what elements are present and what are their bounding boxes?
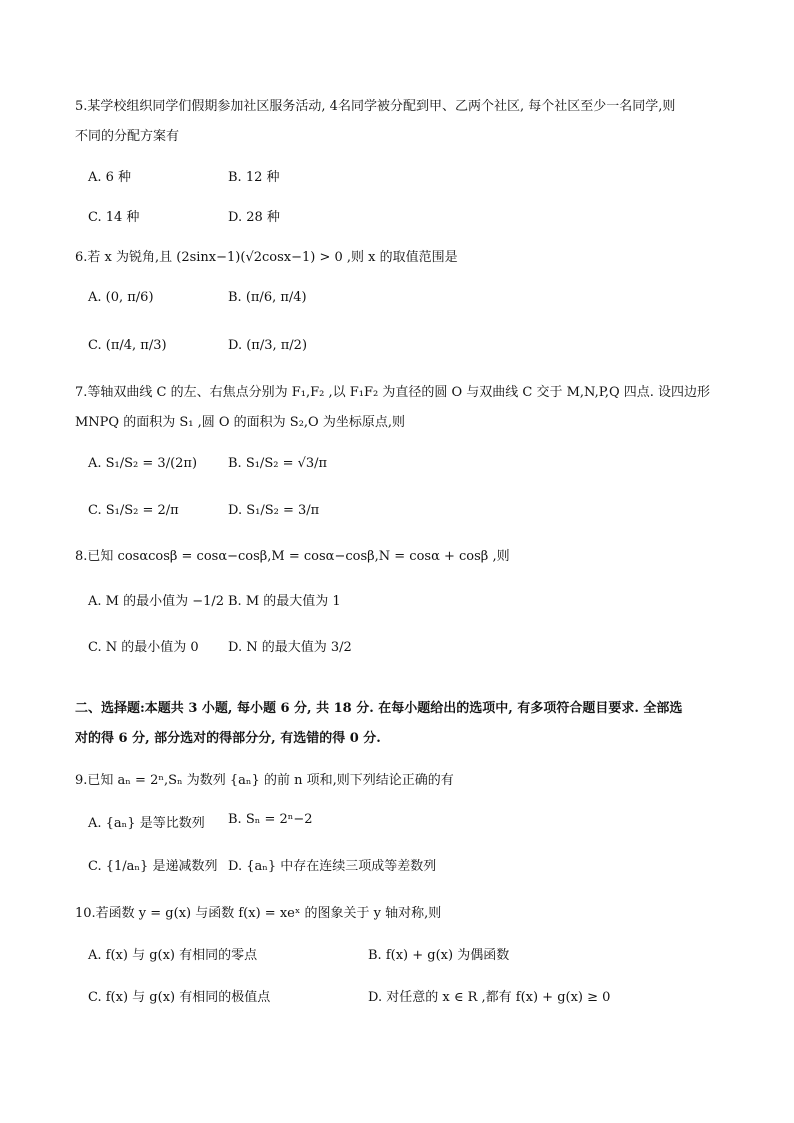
q6-option-d: D. (π/3, π/2)	[228, 338, 308, 353]
q9-option-d: D. {aₙ} 中存在连续三项成等差数列	[228, 859, 437, 874]
q9-option-b: B. Sₙ = 2ⁿ−2	[228, 812, 313, 827]
q5-option-a: A. 6 种	[88, 170, 132, 185]
q5-stem-line1: 5.某学校组织同学们假期参加社区服务活动, 4名同学被分配到甲、乙两个社区, 每个社区至少一名同学,则	[75, 99, 676, 114]
q6-option-c: C. (π/4, π/3)	[88, 338, 167, 353]
q7-option-c: C. S₁/S₂ = 2/π	[88, 503, 179, 518]
q10-option-b: B. f(x) + g(x) 为偶函数	[368, 948, 510, 963]
q10-stem: 10.若函数 y = g(x) 与函数 f(x) = xeˣ 的图象关于 y 轴对称,则	[75, 906, 442, 921]
q9-stem: 9.已知 aₙ = 2ⁿ,Sₙ 为数列 {aₙ} 的前 n 项和,则下列结论正确的有	[75, 773, 454, 788]
q8-option-a: A. M 的最小值为 −1/2	[88, 594, 225, 609]
q5-option-c: C. 14 种	[88, 210, 140, 225]
q5-stem-line2: 不同的分配方案有	[75, 129, 180, 144]
q7-option-b: B. S₁/S₂ = √3/π	[228, 456, 328, 471]
q9-option-c: C. {1/aₙ} 是递减数列	[88, 859, 218, 874]
q7-option-d: D. S₁/S₂ = 3/π	[228, 503, 320, 518]
q10-option-c: C. f(x) 与 g(x) 有相同的极值点	[88, 990, 271, 1005]
section2-heading-line1: 二、选择题:本题共 3 小题, 每小题 6 分, 共 18 分. 在每小题给出的选项中, 有多项符合题目要求. 全部选	[75, 701, 683, 716]
q6-option-b: B. (π/6, π/4)	[228, 290, 307, 305]
q6-option-a: A. (0, π/6)	[88, 290, 154, 305]
q5-option-b: B. 12 种	[228, 170, 280, 185]
section2-heading-line2: 对的得 6 分, 部分选对的得部分分, 有选错的得 0 分.	[75, 731, 381, 746]
q10-option-a: A. f(x) 与 g(x) 有相同的零点	[88, 948, 258, 963]
q8-option-d: D. N 的最大值为 3/2	[228, 640, 352, 655]
q7-stem-line1: 7.等轴双曲线 C 的左、右焦点分别为 F₁,F₂ ,以 F₁F₂ 为直径的圆 O 与双曲线 C 交于 M,N,P,Q 四点. 设四边形	[75, 385, 711, 400]
q9-option-a: A. {aₙ} 是等比数列	[88, 816, 205, 831]
q6-stem: 6.若 x 为锐角,且 (2sinx−1)(√2cosx−1) > 0 ,则 x 的取值范围是	[75, 250, 458, 265]
q7-stem-line2: MNPQ 的面积为 S₁ ,圆 O 的面积为 S₂,O 为坐标原点,则	[75, 415, 405, 430]
q10-option-d: D. 对任意的 x ∈ R ,都有 f(x) + g(x) ≥ 0	[368, 990, 611, 1005]
q5-option-d: D. 28 种	[228, 210, 280, 225]
q8-option-b: B. M 的最大值为 1	[228, 594, 341, 609]
q8-stem: 8.已知 cosαcosβ = cosα−cosβ,M = cosα−cosβ,N = cosα + cosβ ,则	[75, 549, 510, 564]
q8-option-c: C. N 的最小值为 0	[88, 640, 199, 655]
q7-option-a: A. S₁/S₂ = 3/(2π)	[88, 456, 198, 471]
